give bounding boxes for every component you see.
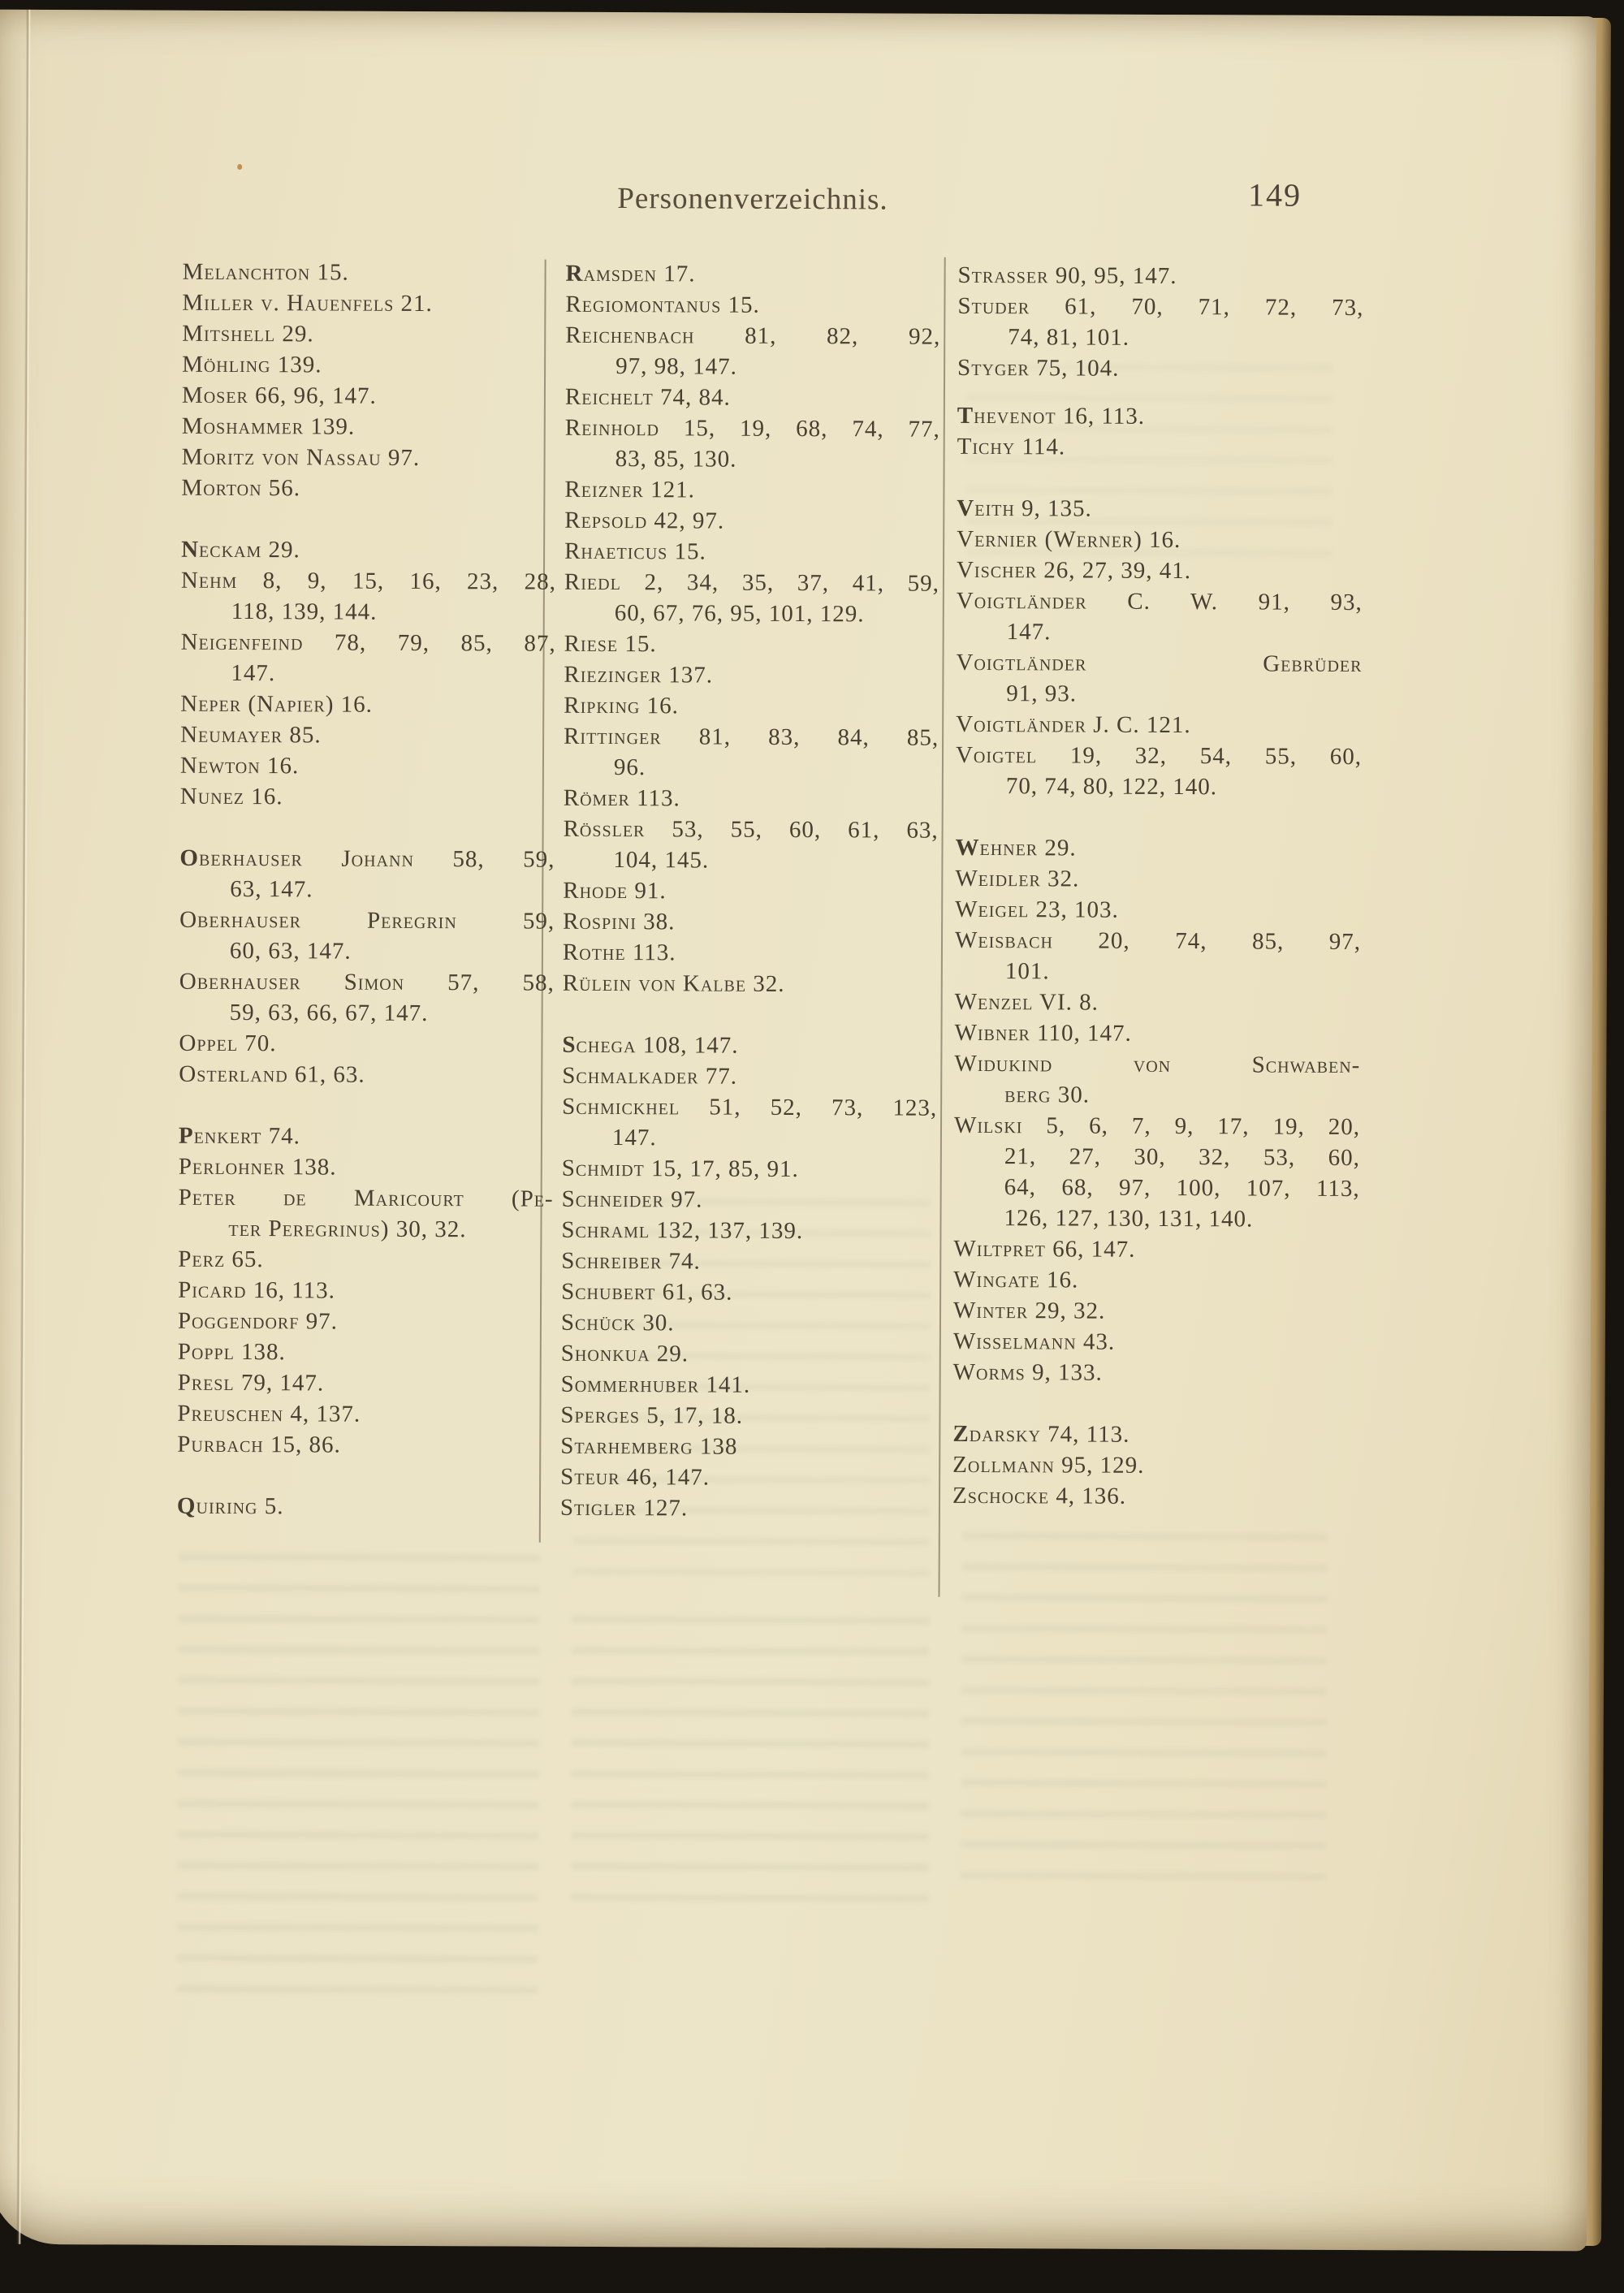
index-entry [560,1400,935,1432]
index-entry [561,1307,936,1340]
group-initial: S [562,1031,577,1058]
index-entry [954,1017,1360,1050]
index-entry-line: 118, 139, 144. [231,598,378,625]
index-group [177,1491,552,1523]
index-entry-line: Sommerhuber 141. [560,1371,751,1398]
group-initial: Q [176,1492,197,1519]
index-entry-line: Rössler 53, 55, 60, 61, 63, [563,815,939,844]
index-entry-line: 91, 93. [1006,680,1078,707]
index-entry [182,318,557,351]
index-entry-line: Wilski 5, 6, 7, 9, 17, 19, 20, [953,1112,1361,1141]
index-entry-line: Wingate 16. [953,1266,1079,1293]
index-entry [953,1110,1360,1235]
index-entry-line: Reizner 121. [564,476,695,503]
index-entry [956,740,1362,803]
index-entry [178,1337,553,1369]
index-entry [561,1246,936,1278]
index-entry-line: Wisselmann 43. [952,1328,1116,1355]
group-initial: Z [952,1420,970,1447]
index-entry-line: Moritz von Nassau 97. [181,443,421,471]
index-entry-line: Schega 108, 147. [562,1031,739,1059]
index-entry-line: Schneider 97. [561,1185,703,1213]
index-entry [957,585,1363,649]
index-entry-line: Schmalkader 77. [562,1062,738,1090]
index-entry-line: Neckam 29. [181,536,300,564]
index-entry [180,689,555,721]
index-entry-line: Penkert 74. [178,1122,300,1150]
index-entry [179,1059,554,1091]
index-entry [182,287,557,320]
index-entry-line: Perz 65. [178,1246,264,1273]
index-entry-line: Weisbach 20, 74, 85, 97, [954,926,1362,956]
index-entry-line: Reinhold 15, 19, 68, 74, 77, [564,414,940,443]
index-entry-line: Ripking 16. [564,692,679,719]
index-column-3 [952,260,1364,1513]
index-entry [565,382,940,414]
index-entry [956,647,1362,710]
index-entry [560,1431,935,1463]
index-entry [952,1419,1358,1451]
index-entry [953,1295,1359,1328]
index-entry [181,473,556,505]
index-entry [178,1367,553,1400]
index-entry [956,709,1362,741]
index-entry [565,412,940,476]
index-entry-line: Nunez 16. [179,783,283,810]
index-entry-line: Morton 56. [181,474,301,502]
index-entry [182,380,557,412]
index-entry [181,534,556,567]
index-entry-line: 96. [613,754,646,781]
index-entry [957,431,1363,464]
index-entry [957,555,1363,587]
index-entry-line: Voigtländer C. W. 91, 93, [956,587,1363,616]
group-initial: N [181,536,200,563]
index-group [179,843,555,1091]
index-group [957,400,1363,464]
index-entry-line: Rospini 38. [563,908,676,935]
index-entry-line: Schmickhel 51, 52, 73, 123, [562,1093,938,1121]
group-initial: R [565,260,584,287]
index-entry-line: 59, 63, 66, 67, 147. [229,999,429,1027]
index-entry-line: Rülein von Kalbe 32. [562,969,785,997]
index-entry-line: Vernier (Werner) 16. [957,525,1181,554]
index-entry-line: 147. [1006,619,1052,646]
paper-speck [237,164,242,170]
index-entry-line: Riedl 2, 34, 35, 37, 41, 59, [564,568,940,597]
index-entry [177,1398,552,1431]
index-entry-line: Moshammer 139. [181,412,356,440]
index-entry [952,1480,1358,1513]
index-entry [563,968,938,1000]
index-entry [562,1153,937,1185]
index-entry-line: Studer 61, 70, 71, 72, 73, [957,292,1364,322]
index-entry-line: Perlohner 138. [178,1153,337,1181]
index-entry [955,863,1361,896]
index-group [560,1030,938,1525]
index-entry [563,875,938,908]
group-initial: T [957,402,974,429]
index-entry [564,659,939,692]
index-entry [560,1492,935,1525]
page-number: 149 [1247,176,1302,214]
index-group [181,257,557,505]
index-entry-line: Wehner 29. [955,834,1077,861]
index-entry-line: Sperges 5, 17, 18. [560,1401,744,1429]
index-entry [955,832,1361,865]
index-entry [561,1276,936,1309]
index-entry [563,906,938,939]
index-entry-line: Styger 75, 104. [957,354,1120,382]
index-entry [564,783,939,815]
index-entry [179,1151,554,1184]
index-entry-line: Oberhauser Simon 57, 58, [179,968,555,996]
index-entry-line: 101. [1004,958,1050,985]
index-entry-line: berg 30. [1004,1082,1091,1108]
index-entry-line: 126, 127, 130, 131, 140. [1004,1205,1254,1233]
index-entry-line: Schmidt 15, 17, 85, 91. [561,1155,799,1183]
index-entry [564,721,939,784]
index-entry [561,1338,936,1371]
index-entry-line: Möhling 139. [182,351,322,378]
index-entry [952,1449,1358,1482]
index-entry [179,966,555,1030]
index-entry [561,1215,936,1247]
index-entry [564,536,939,568]
index-entry-line: Mitshell 29. [182,320,314,348]
index-entry-line: Rhode 91. [563,877,667,905]
index-entry [562,1184,937,1216]
index-entry [957,493,1363,525]
index-entry-line: Voigtländer J. C. 121. [956,710,1191,739]
index-entry [564,567,939,630]
index-column-1 [177,257,558,1523]
index-entry-line: Thevenot 16, 113. [957,402,1146,430]
index-entry-line: Voigtel 19, 32, 54, 55, 60, [955,741,1363,771]
index-entry [178,1182,553,1246]
index-entry-line: Preuschen 4, 137. [177,1400,361,1427]
index-entry-line: Oppel 70. [179,1030,277,1057]
index-entry-line: Nehm 8, 9, 15, 16, 23, 28, [180,567,557,595]
bleedthrough-texture [176,1553,539,2010]
index-entry [563,814,938,877]
index-entry-line: Vischer 26, 27, 39, 41. [956,556,1192,585]
index-entry-line: 74, 81, 101. [1008,324,1130,351]
index-entry-line: Riese 15. [564,630,657,658]
index-entry-line: Rittinger 81, 83, 84, 85, [564,723,939,751]
index-entry [564,690,939,723]
index-entry-line: Melanchton 15. [182,258,349,286]
page-crease [16,10,31,2244]
index-group [956,493,1363,803]
index-group [957,260,1364,385]
index-entry-line: Miller v. Hauenfels 21. [182,289,433,317]
index-entry-line: 64, 68, 97, 100, 107, 113, [1004,1174,1360,1203]
index-entry [958,260,1364,292]
index-entry [957,400,1363,433]
index-entry [563,937,938,969]
index-entry [957,524,1363,556]
index-entry [180,750,555,783]
index-entry-line: Weidler 32. [955,865,1080,892]
index-entry-line: Schück 30. [560,1309,675,1337]
index-entry [178,1306,553,1338]
index-entry-line: Regiomontanus 15. [565,291,760,318]
index-entry-line: Purbach 15, 86. [177,1431,341,1458]
index-entry-line: Zdarsky 74, 113. [952,1420,1130,1448]
group-initial: P [178,1122,194,1149]
index-entry-line: Newton 16. [179,752,300,779]
index-entry-line: Steur 46, 147. [560,1463,710,1491]
index-entry-line: Wenzel VI. 8. [954,988,1099,1016]
index-entry [179,905,555,968]
index-entry [957,291,1363,354]
index-entry [955,925,1361,988]
index-entry [564,474,939,507]
index-entry-line: Veith 9, 135. [957,494,1092,522]
bleedthrough-texture [571,1616,930,1910]
index-entry [560,1462,935,1494]
index-entry-line: 83, 85, 130. [615,446,737,473]
index-entry-line: Poppl 138. [177,1338,286,1366]
index-entry-line: Worms 9, 133. [952,1358,1103,1386]
book-page [0,10,1596,2252]
index-entry-line: 60, 63, 147. [229,937,352,965]
index-entry-line: Reichenbach 81, 82, 92, [565,322,941,350]
index-entry-line: Neumayer 85. [180,721,322,749]
index-entry-line: Strasser 90, 95, 147. [957,261,1177,290]
index-entry-line: Shonkua 29. [560,1340,689,1367]
index-group [180,534,556,814]
index-entry-line: Stigler 127. [559,1494,689,1522]
index-entry-line: Quiring 5. [176,1492,284,1520]
index-entry [182,411,557,443]
index-entry [954,1048,1360,1112]
index-entry-line: Zollmann 95, 129. [952,1451,1145,1479]
index-entry [183,257,558,289]
index-entry [177,1491,552,1523]
index-entry [179,1028,554,1060]
index-entry-line: 97, 98, 147. [615,353,737,380]
index-entry [181,565,556,628]
index-entry-line: Tichy 114. [957,433,1066,460]
index-entry [564,505,939,538]
index-entry [179,843,555,906]
index-entry [565,289,940,322]
index-entry [180,781,555,814]
index-entry-line: Rhaeticus 15. [564,538,706,565]
index-entry [562,1091,937,1155]
index-entry-line: 70, 74, 80, 122, 140. [1005,773,1218,801]
index-entry-line: Wibner 110, 147. [954,1019,1132,1047]
index-entry-line: Presl 79, 147. [177,1369,325,1397]
index-entry-line: Ramsden 17. [565,260,696,287]
page-title: Personenverzeichnis. [617,182,888,217]
group-initial: O [179,844,200,871]
index-entry [182,442,557,474]
index-entry [566,258,941,291]
index-entry-line: Picard 16, 113. [178,1276,335,1304]
index-entry-line: Osterland 61, 63. [179,1060,365,1088]
bleedthrough-texture [961,1532,1328,1883]
index-entry-line: Wiltpret 66, 147. [953,1235,1136,1263]
index-entry [953,1264,1359,1297]
index-column-2 [560,258,941,1525]
index-entry [955,894,1361,926]
index-entry [561,1369,936,1401]
index-entry [955,987,1361,1019]
index-entry [177,1429,552,1462]
index-entry-line: Widukind von Schwaben- [954,1050,1361,1079]
index-entry [953,1233,1359,1266]
index-entry [179,1121,554,1153]
index-entry-line: Schubert 61, 63. [561,1278,733,1306]
index-entry-line: Weigel 23, 103. [955,896,1119,923]
index-entry [953,1357,1359,1389]
index-group [953,832,1362,1389]
index-entry [564,628,939,661]
index-entry-line: 147. [231,659,276,687]
index-entry [182,349,557,382]
index-entry-line: Römer 113. [563,784,680,812]
index-entry [562,1060,937,1093]
index-entry-line: Peter de Maricourt (Pe- [178,1184,554,1212]
index-entry-line: Voigtländer Gebrüder [956,649,1363,678]
index-entry [957,352,1363,385]
index-entry [953,1326,1359,1358]
index-group [563,258,941,1000]
group-initial: V [957,494,975,521]
index-entry-line: 60, 67, 76, 95, 101, 129. [614,600,865,628]
index-entry [178,1275,553,1307]
index-entry [180,627,555,690]
index-entry-line: Schraml 132, 137, 139. [561,1216,804,1245]
index-entry-line: Oberhauser Johann 58, 59, [179,844,555,873]
index-entry [180,719,555,752]
index-group [952,1419,1358,1513]
index-entry-line: Oberhauser Peregrin 59, [179,906,555,935]
index-entry-line: Neper (Napier) 16. [180,690,373,718]
index-entry-line: ter Peregrinus) 30, 32. [228,1215,467,1243]
index-entry-line: 63, 147. [230,875,313,903]
index-entry [565,320,940,383]
index-entry [562,1030,937,1062]
index-entry-line: Schreiber 74. [561,1247,701,1275]
index-entry-line: Reichelt 74, 84. [564,383,731,411]
index-entry-line: Rothe 113. [562,939,676,966]
index-entry-line: Neigenfeind 78, 79, 85, 87, [180,628,556,657]
index-group [177,1121,554,1462]
group-initial: W [955,834,980,861]
index-entry-line: Starhemberg 138 [560,1432,738,1460]
index-entry-line: 147. [611,1125,657,1151]
index-entry-line: Zschocke 4, 136. [952,1482,1127,1509]
index-entry-line: Poggendorf 97. [177,1307,339,1335]
index-entry-line: Moser 66, 96, 147. [181,382,377,409]
index-entry-line: Riezinger 137. [564,661,714,689]
index-entry-line: 21, 27, 30, 32, 53, 60, [1004,1143,1360,1172]
index-entry-line: Repsold 42, 97. [564,507,725,534]
index-entry [178,1244,553,1276]
index-entry-line: 104, 145. [613,847,710,874]
index-entry-line: Winter 29, 32. [952,1297,1106,1324]
